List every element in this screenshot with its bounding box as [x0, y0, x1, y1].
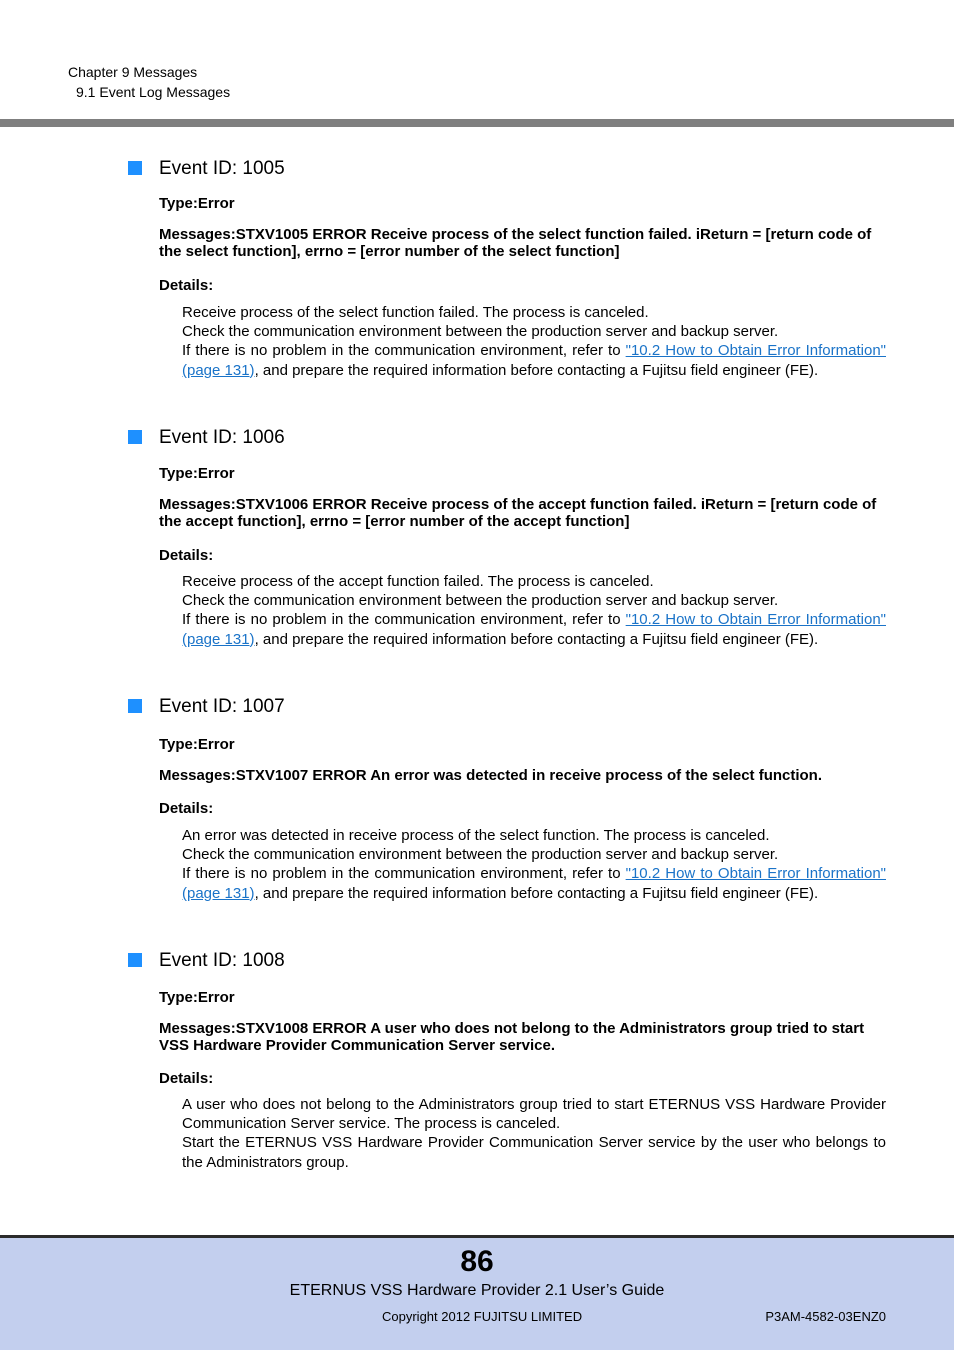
- event-title: Event ID: 1007: [159, 696, 285, 717]
- details-label: Details:: [159, 1070, 214, 1087]
- event-type: Type:Error: [159, 736, 235, 753]
- section-bullet-icon: [128, 161, 142, 175]
- details-text: If there is no problem in the communication environment, refer to: [182, 865, 626, 883]
- details-text: If there is no problem in the communication environment, refer to: [182, 611, 626, 629]
- details-line: Check the communication environment between the production server and backup server.: [182, 592, 779, 610]
- event-details: [182, 1095, 886, 1172]
- document-id: P3AM-4582-03ENZ0: [765, 1309, 886, 1324]
- error-info-link[interactable]: "10.2 How to Obtain Error Information" (page 131): [182, 865, 886, 902]
- details-paragraph: A user who does not belong to the Administrators group tried to start ETERNUS VSS Hardware Provider Communication Server service. The process is canceled.: [182, 1096, 886, 1133]
- event-details: [182, 572, 886, 649]
- event-type: Type:Error: [159, 195, 235, 212]
- error-info-link[interactable]: "10.2 How to Obtain Error Information" (page 131): [182, 611, 886, 648]
- header-divider: [0, 119, 954, 127]
- page-footer: [0, 1235, 954, 1350]
- guide-title: ETERNUS VSS Hardware Provider 2.1 User’s Guide: [289, 1282, 665, 1299]
- details-line: An error was detected in receive process of the select function. The process is canceled.: [182, 827, 770, 844]
- header-chapter: Chapter 9 Messages: [68, 64, 198, 80]
- event-message: Messages:STXV1007 ERROR An error was detected in receive process of the select function.: [159, 767, 823, 784]
- event-title: Event ID: 1006: [159, 427, 285, 448]
- details-line: [182, 341, 886, 379]
- footer-divider: [0, 1235, 954, 1238]
- details-line: Check the communication environment between the production server and backup server.: [182, 846, 779, 864]
- details-text: , and prepare the required information before contacting a Fujitsu field engineer (FE).: [254, 630, 819, 648]
- event-details: [182, 826, 886, 903]
- details-text: If there is no problem in the communication environment, refer to: [182, 342, 626, 360]
- header-section: 9.1 Event Log Messages: [76, 84, 231, 100]
- details-line: Receive process of the select function failed. The process is canceled.: [182, 304, 649, 321]
- details-line: Receive process of the accept function failed. The process is canceled.: [182, 573, 654, 590]
- page-number: 86: [460, 1245, 494, 1278]
- event-message: Messages:STXV1006 ERROR Receive process of the accept function failed. iReturn = [return code of the accept function], errno = [error number of the accept function]: [159, 496, 877, 530]
- details-label: Details:: [159, 277, 214, 294]
- section-bullet-icon: [128, 430, 142, 444]
- error-info-link[interactable]: "10.2 How to Obtain Error Information" (page 131): [182, 342, 886, 379]
- details-line: [182, 864, 886, 902]
- event-details: [182, 303, 886, 380]
- details-line: Check the communication environment between the production server and backup server.: [182, 323, 779, 341]
- details-label: Details:: [159, 800, 214, 817]
- details-text: , and prepare the required information before contacting a Fujitsu field engineer (FE).: [254, 361, 819, 379]
- event-type: Type:Error: [159, 989, 235, 1006]
- details-line: [182, 610, 886, 648]
- details-label: Details:: [159, 547, 214, 564]
- section-bullet-icon: [128, 953, 142, 967]
- event-message: Messages:STXV1005 ERROR Receive process of the select function failed. iReturn = [return code of the select function], errno = [error number of the select function]: [159, 226, 872, 260]
- event-title: Event ID: 1008: [159, 950, 285, 971]
- details-text: , and prepare the required information before contacting a Fujitsu field engineer (FE).: [254, 884, 819, 902]
- details-paragraph: Start the ETERNUS VSS Hardware Provider Communication Server service by the user who belongs to the Administrators group.: [182, 1134, 886, 1171]
- event-title: Event ID: 1005: [159, 158, 285, 179]
- event-type: Type:Error: [159, 465, 235, 482]
- copyright: Copyright 2012 FUJITSU LIMITED: [382, 1309, 583, 1324]
- section-bullet-icon: [128, 699, 142, 713]
- event-message: Messages:STXV1008 ERROR A user who does not belong to the Administrators group tried to start VSS Hardware Provider Communication Server service.: [159, 1020, 865, 1054]
